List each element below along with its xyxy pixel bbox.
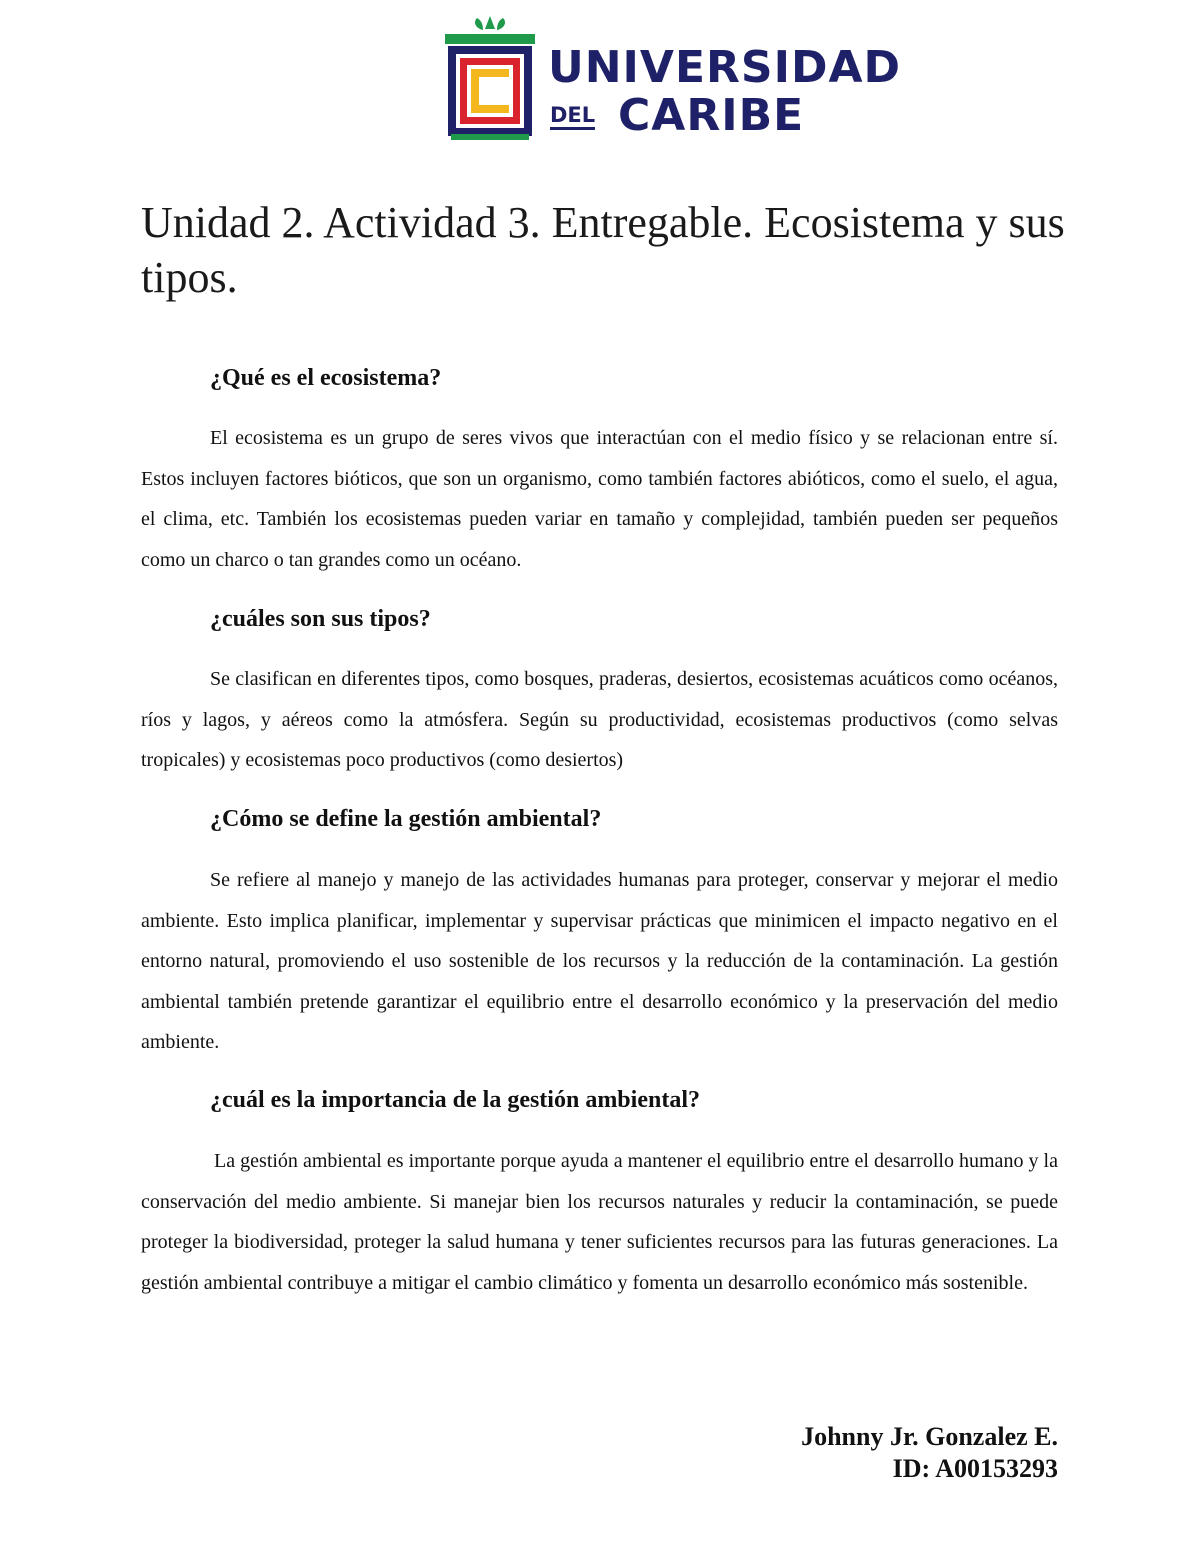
section-heading-gestion-ambiental: ¿Cómo se define la gestión ambiental?	[210, 806, 602, 832]
document-title: Unidad 2. Actividad 3. Entregable. Ecosistema y sus tipos.	[141, 198, 1065, 302]
university-logo	[445, 16, 902, 144]
author-id: ID: A00153293	[892, 1454, 1058, 1483]
logo-text-universidad: UNIVERSIDAD	[548, 42, 902, 93]
section-body-gestion-ambiental: Se refiere al manejo y manejo de las actividades humanas para proteger, conservar y mejorar el medio ambiente. Esto implica planificar, implementar y supervisar prácticas que minimicen el impacto negativo en el entorno natural, promoviendo el uso sostenible de los recursos y la reducción de la contaminación. La gestión ambiental también pretende garantizar el equilibrio entre el desarrollo económico y la preservación del medio ambiente.	[141, 869, 1058, 1053]
section-heading-tipos: ¿cuáles son sus tipos?	[210, 606, 431, 632]
author-block	[801, 1421, 1058, 1485]
section-body-importancia: La gestión ambiental es importante porque ayuda a mantener el equilibrio entre el desarrollo humano y la conservación del medio ambiente. Si manejar bien los recursos naturales y reducir la contaminación, se puede proteger la biodiversidad, proteger la salud humana y tener suficientes recursos para las futuras generaciones. La gestión ambiental contribuye a mitigar el cambio climático y fomenta un desarrollo económico más sostenible.	[141, 1150, 1058, 1294]
university-emblem-icon	[445, 16, 535, 142]
section-body-que-es-ecosistema: El ecosistema es un grupo de seres vivos que interactúan con el medio físico y se relacionan entre sí. Estos incluyen factores bióticos, que son un organismo, como también factores abióticos, como el suelo, el agua, el clima, etc. También los ecosistemas pueden variar en tamaño y complejidad, también pueden ser pequeños como un charco o tan grandes como un océano.	[141, 427, 1058, 571]
section-body-tipos: Se clasifican en diferentes tipos, como bosques, praderas, desiertos, ecosistemas acuáticos como océanos, ríos y lagos, y aéreos como la atmósfera. Según su productividad, ecosistemas productivos (como selvas tropicales) y ecosistemas poco productivos (como desiertos)	[141, 668, 1058, 771]
logo-text-caribe: CARIBE	[618, 90, 805, 141]
section-heading-importancia: ¿cuál es la importancia de la gestión ambiental?	[210, 1087, 700, 1113]
section-heading-que-es-ecosistema: ¿Qué es el ecosistema?	[210, 365, 442, 391]
logo-text-del: DEL	[550, 105, 595, 130]
author-name: Johnny Jr. Gonzalez E.	[801, 1422, 1058, 1451]
